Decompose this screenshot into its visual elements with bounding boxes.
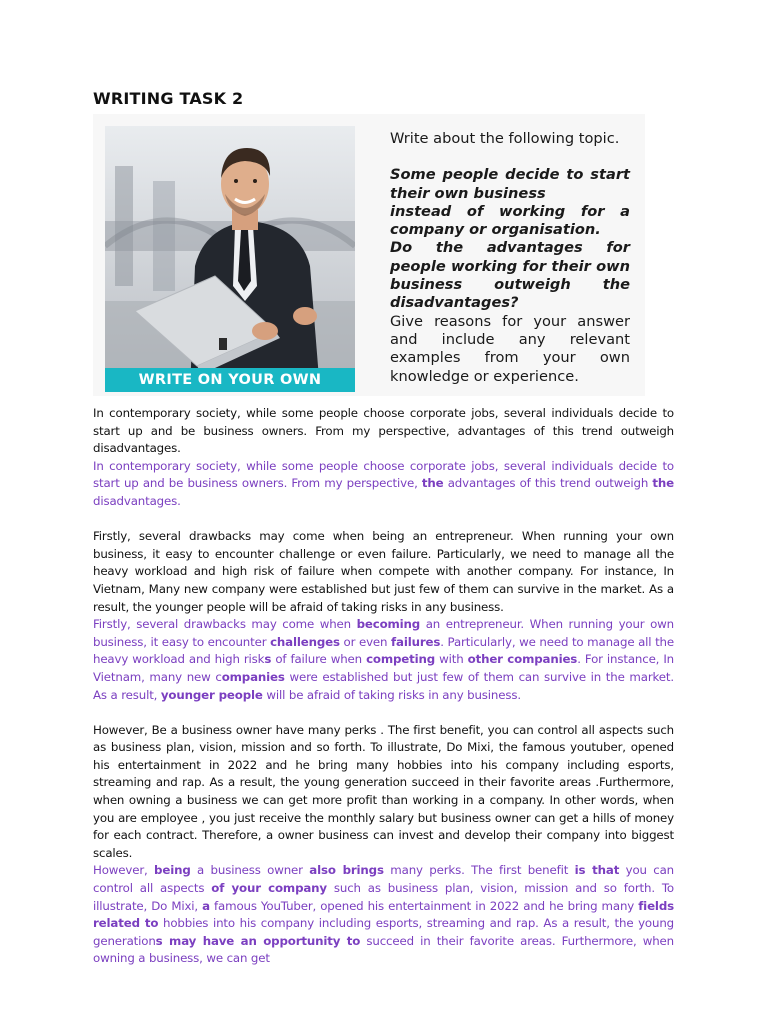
prompt-topic-line-3: Do the advantages for people working for their own business outweigh the disadvantages?	[390, 239, 630, 312]
revision-text: you can control all aspects	[93, 863, 674, 896]
revision-text: a business owner	[190, 863, 310, 878]
revision-highlight: being	[154, 863, 191, 878]
essay-paragraph-3-original: However, Be a business owner have many perks . The first benefit, you can control all aspects such as business plan, vision, mission and so forth. To illustrate, Do Mixi, the famous youtuber, opened his entertainment in 2022 and he bring many hobbies into his company including esports, streaming and rap. As a result, the young generation succeed in their favorite areas .Furthermore, when owning a business we can get more profit than working in a company. In other words, when you are employee , you just receive the monthly salary but business owner can get a hills of money for each contract. Therefore, a owner business can invest and develop their company into biggest scales.	[93, 722, 674, 860]
revision-text: many perks. The first benefit	[383, 863, 575, 878]
write-on-your-own-banner: WRITE ON YOUR OWN	[105, 368, 355, 392]
revision-text: were established but just few of them can survive in the market. As a result,	[93, 669, 674, 702]
revision-text: with	[435, 652, 468, 667]
revision-highlight: also brings	[309, 863, 384, 878]
essay-paragraph-2-original: Firstly, several drawbacks may come when being an entrepreneur. When running your own business, it easy to encounter challenge or even failure. Particularly, we need to manage all the heavy workload and high risk of failure when compete with another company. For instance, In Vietnam, Many new company were established but just few of them can survive in the market. As a result, the younger people will be afraid of taking risks in any business.	[93, 529, 674, 614]
revision-highlight: competing	[366, 652, 436, 667]
revision-text: disadvantages.	[93, 493, 181, 508]
revision-text: an entrepreneur. When running your own business, it easy to encounter	[93, 617, 674, 649]
revision-highlight: is that	[574, 863, 620, 878]
page-title: WRITING TASK 2	[93, 89, 244, 108]
revision-highlight: the	[421, 476, 444, 491]
revision-highlight: fields related to	[93, 898, 674, 931]
revision-highlight: challenges	[270, 634, 340, 649]
revision-text: of failure when	[271, 652, 367, 667]
revision-highlight: other companies	[467, 652, 578, 667]
essay-body	[93, 405, 674, 968]
paragraph-spacer	[93, 704, 674, 722]
task-card	[93, 114, 645, 396]
paragraph-spacer	[93, 511, 674, 529]
prompt-topic-line-2: instead of working for a company or organisation.	[390, 202, 630, 239]
revision-text: succeed in their favorite areas. Furthermore, when owning a business, we can get	[93, 933, 674, 966]
prompt-reasons: Give reasons for your answer and include any relevant examples from your own knowledge or experience.	[390, 312, 630, 385]
revision-highlight: younger people	[160, 687, 263, 702]
prompt-topic-line-1: Some people decide to start their own business	[390, 166, 630, 202]
revision-highlight: of your company	[211, 881, 327, 896]
revision-text: . Particularly, we need to manage all the heavy workload and high risk	[93, 634, 674, 667]
revision-text: famous YouTuber, opened his entertainment in 2022 and he bring many	[209, 898, 639, 913]
revision-text: hobbies into his company including esports, streaming and rap. As a result, the young generation	[93, 916, 674, 948]
revision-text: In contemporary society, while some people choose corporate jobs, several individuals decide to start up and be business owners. From my perspective,	[93, 458, 674, 491]
revision-text: or even	[339, 634, 392, 649]
revision-highlight: s may have an opportunity to	[155, 933, 361, 948]
revision-text: will be afraid of taking risks in any business.	[262, 687, 521, 702]
revision-text: such as business plan, vision, mission and so forth. To illustrate, Do Mixi,	[93, 881, 674, 913]
revision-highlight: s	[264, 652, 272, 667]
essay-paragraph-3-revised	[93, 862, 674, 968]
revision-highlight: ompanies	[221, 669, 285, 684]
revision-highlight: the	[652, 476, 674, 491]
prompt-intro: Write about the following topic.	[390, 130, 620, 147]
revision-highlight: failures	[391, 634, 441, 649]
task-photo	[105, 126, 355, 392]
revision-highlight: becoming	[356, 617, 421, 632]
businessman-illustration	[105, 126, 355, 392]
essay-paragraph-1-original: In contemporary society, while some people choose corporate jobs, several individuals decide to start up and be business owners. From my perspective, advantages of this trend outweigh disadvantages.	[93, 406, 674, 456]
task-prompt	[390, 130, 630, 386]
revision-text: However,	[93, 863, 155, 878]
essay-paragraph-2-revised	[93, 616, 674, 704]
revision-text: Firstly, several drawbacks may come when	[93, 617, 357, 632]
revision-text: advantages of this trend outweigh	[443, 476, 653, 491]
revision-text: . For instance, In Vietnam, many new c	[93, 652, 674, 684]
essay-paragraph-1-revised	[93, 458, 674, 511]
revision-highlight: a	[202, 898, 210, 913]
